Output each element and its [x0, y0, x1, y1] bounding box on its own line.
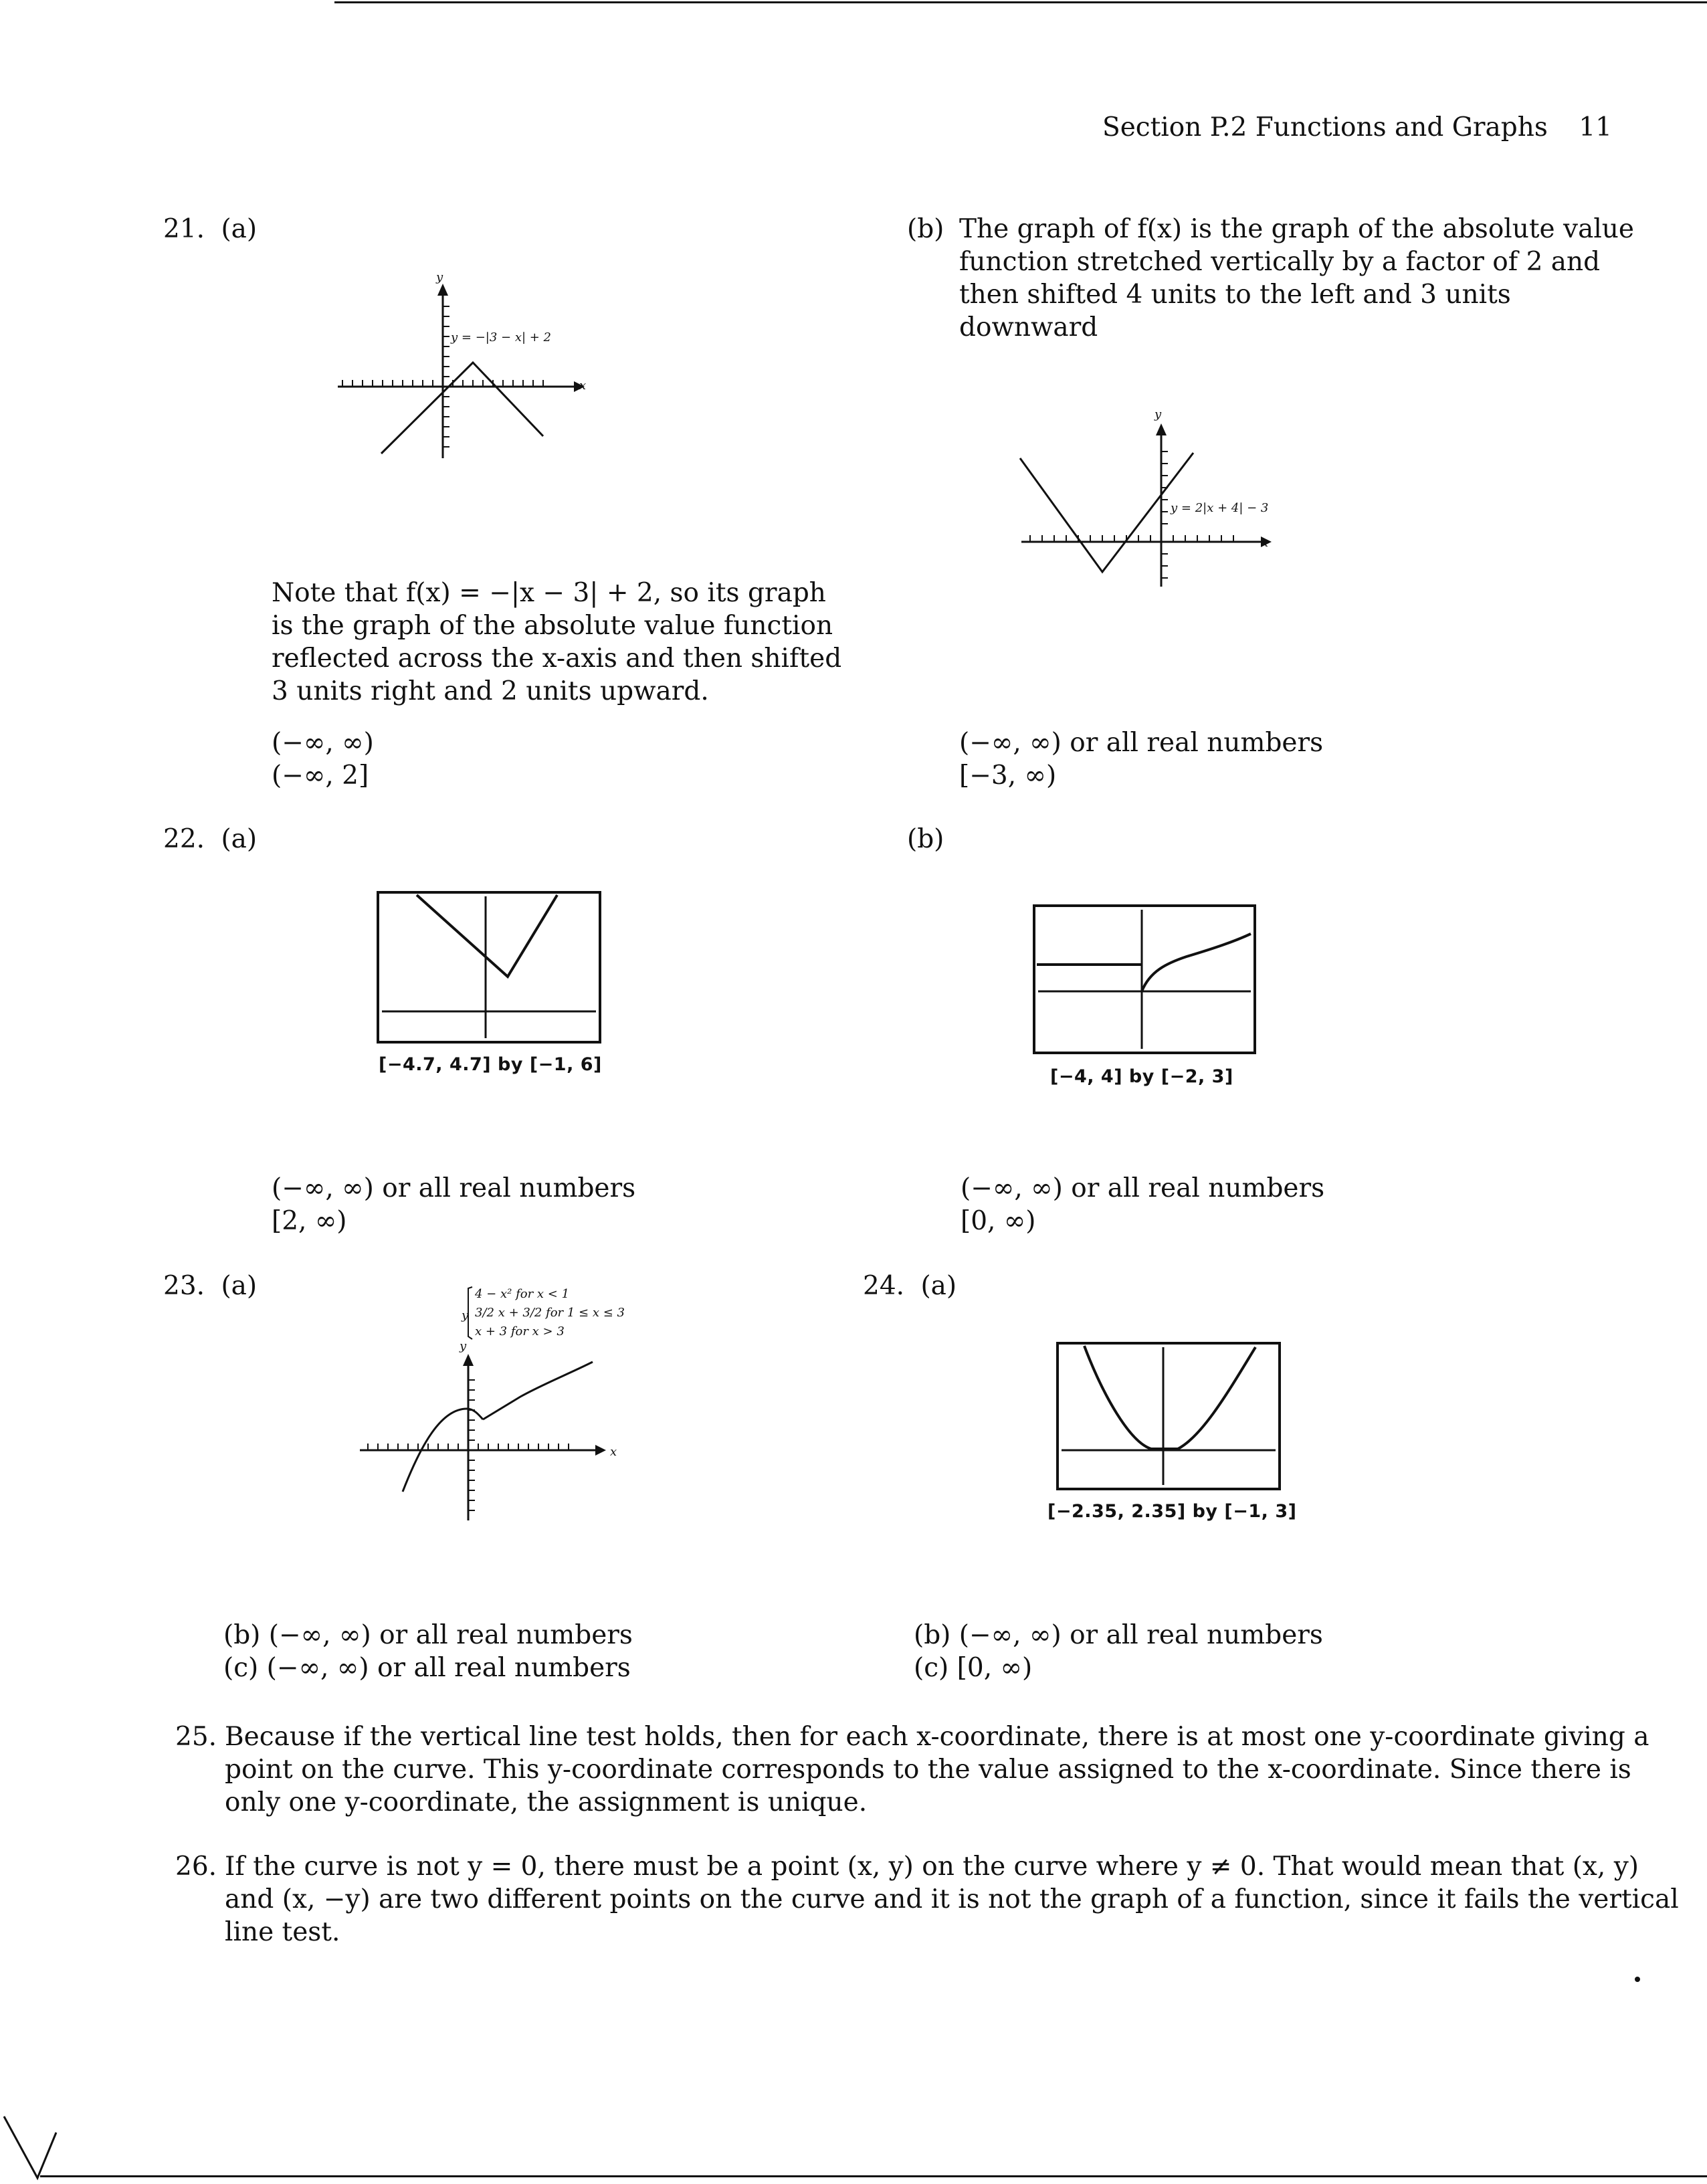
check-mark-stroke — [4, 2116, 56, 2178]
text-line: The graph of f(x) is the graph of the absolute value — [959, 214, 1634, 244]
part-b-label-21: (b) — [907, 214, 944, 244]
text-line: then shifted 4 units to the left and 3 units — [959, 280, 1511, 310]
problem-number: 22. — [163, 824, 205, 854]
text-line: and (x, −y) are two different points on the curve and it is not the graph of a function, since it fails the vertical — [225, 1884, 1679, 1914]
answer-22b — [961, 1172, 1324, 1237]
page-number: 11 — [1579, 112, 1612, 142]
running-header — [1102, 111, 1612, 144]
text-line: line test. — [225, 1917, 340, 1947]
problem-number: 24. — [863, 1271, 905, 1301]
text-line: If the curve is not y = 0, there must be a point (x, y) on the curve where y ≠ 0. That would mean that (x, y) — [225, 1852, 1639, 1882]
range-answer: [2, ∞) — [272, 1206, 347, 1236]
answer-23c: (c) (−∞, ∞) or all real numbers — [223, 1653, 631, 1683]
answer-22a — [272, 1172, 635, 1237]
problem-26-text — [225, 1850, 1679, 1949]
answer-21b — [959, 726, 1323, 792]
y-axis-arrow — [1156, 423, 1167, 435]
screen-frame — [1034, 906, 1255, 1053]
part-a-label: (a) — [221, 824, 258, 854]
problem-22-label — [163, 823, 257, 856]
scan-mark — [0, 2114, 60, 2184]
note-line: reflected across the x-axis and then shifted — [272, 643, 842, 674]
part-a-label: (a) — [221, 214, 258, 244]
problem-26-number: 26. — [175, 1852, 217, 1882]
range-answer: [−3, ∞) — [959, 761, 1057, 791]
piecewise-line-3: x + 3 for x > 3 — [475, 1324, 565, 1338]
range-answer: (−∞, 2] — [272, 761, 369, 791]
answer-24b: (b) (−∞, ∞) or all real numbers — [914, 1620, 1323, 1650]
answer-21a — [272, 726, 374, 792]
curve-22b-right — [1142, 934, 1251, 991]
section-title: Section P.2 Functions and Graphs — [1102, 112, 1548, 142]
window-caption-22a: [−4.7, 4.7] by [−1, 6] — [379, 1054, 602, 1075]
top-rule — [334, 1, 1707, 3]
y-axis-arrow — [437, 284, 448, 296]
domain-answer: (−∞, ∞) or all real numbers — [961, 1173, 1325, 1203]
window-caption-24a: [−2.35, 2.35] by [−1, 3] — [1047, 1501, 1297, 1522]
problem-number: 21. — [163, 214, 205, 244]
note-21a — [272, 577, 841, 708]
text-line: only one y-coordinate, the assignment is unique. — [225, 1787, 868, 1817]
problem-21-label — [163, 213, 257, 245]
domain-answer: (−∞, ∞) or all real numbers — [959, 728, 1324, 758]
piecewise-line-1: 4 − x² for x < 1 — [475, 1287, 570, 1301]
note-line: is the graph of the absolute value function — [272, 611, 833, 641]
y-axis-label: y — [436, 270, 443, 284]
problem-24-label — [863, 1270, 957, 1302]
problem-25-text — [225, 1720, 1649, 1819]
calculator-screen-22b — [1033, 904, 1256, 1054]
margin-dot — [1635, 1977, 1640, 1982]
domain-answer: (−∞, ∞) — [272, 728, 374, 758]
answer-23b: (b) (−∞, ∞) or all real numbers — [223, 1620, 633, 1650]
text-line: point on the curve. This y-coordinate corresponds to the value assigned to the x-coordinate. Since there is — [225, 1755, 1631, 1785]
x-axis-arrow — [595, 1445, 606, 1456]
curve-23a-lines — [483, 1362, 593, 1419]
x-axis-label: x — [579, 379, 587, 393]
equation-label: y = −|3 − x| + 2 — [451, 330, 552, 344]
x-axis-label: x — [1262, 536, 1269, 550]
y-axis-label: y — [1154, 407, 1162, 421]
part-a-label: (a) — [221, 1271, 258, 1301]
text-line: downward — [959, 312, 1098, 342]
range-answer: [0, ∞) — [961, 1206, 1036, 1236]
window-caption-22b: [−4, 4] by [−2, 3] — [1050, 1066, 1233, 1087]
y-axis-arrow — [463, 1354, 474, 1366]
graph-23a — [355, 1283, 649, 1530]
text-line: function stretched vertically by a factor of 2 and — [959, 247, 1601, 277]
text-21b — [959, 213, 1634, 344]
domain-answer: (−∞, ∞) or all real numbers — [272, 1173, 636, 1203]
bottom-rule — [40, 2175, 1707, 2177]
y-axis-label: y — [460, 1339, 467, 1353]
graph-21b — [1017, 405, 1298, 599]
part-b-label-22: (b) — [907, 824, 944, 854]
piecewise-brace — [468, 1287, 472, 1339]
note-line: Note that f(x) = −|x − 3| + 2, so its graph — [272, 578, 826, 608]
calculator-screen-22a — [377, 891, 601, 1044]
note-line: 3 units right and 2 units upward. — [272, 676, 709, 706]
screen-frame — [378, 892, 600, 1042]
curve-24a — [1084, 1346, 1256, 1449]
x-axis-label: x — [610, 1445, 617, 1459]
answer-24c: (c) [0, ∞) — [914, 1653, 1033, 1683]
text-line: Because if the vertical line test holds, then for each x-coordinate, there is at most one y-coordinate giving a — [225, 1722, 1649, 1752]
piecewise-y: y — [462, 1308, 469, 1322]
calculator-screen-24a — [1056, 1342, 1281, 1490]
curve-22a — [417, 895, 557, 977]
graph-21a — [334, 270, 602, 462]
piecewise-line-2: 3/2 x + 3/2 for 1 ≤ x ≤ 3 — [475, 1306, 625, 1320]
problem-number: 23. — [163, 1271, 205, 1301]
answers-24 — [914, 1619, 1323, 1684]
problem-25-number: 25. — [175, 1722, 217, 1752]
part-a-label: (a) — [920, 1271, 957, 1301]
equation-label: y = 2|x + 4| − 3 — [1171, 501, 1269, 515]
problem-23-label — [163, 1270, 257, 1302]
answers-23 — [223, 1619, 633, 1684]
curve-21a — [381, 363, 543, 454]
